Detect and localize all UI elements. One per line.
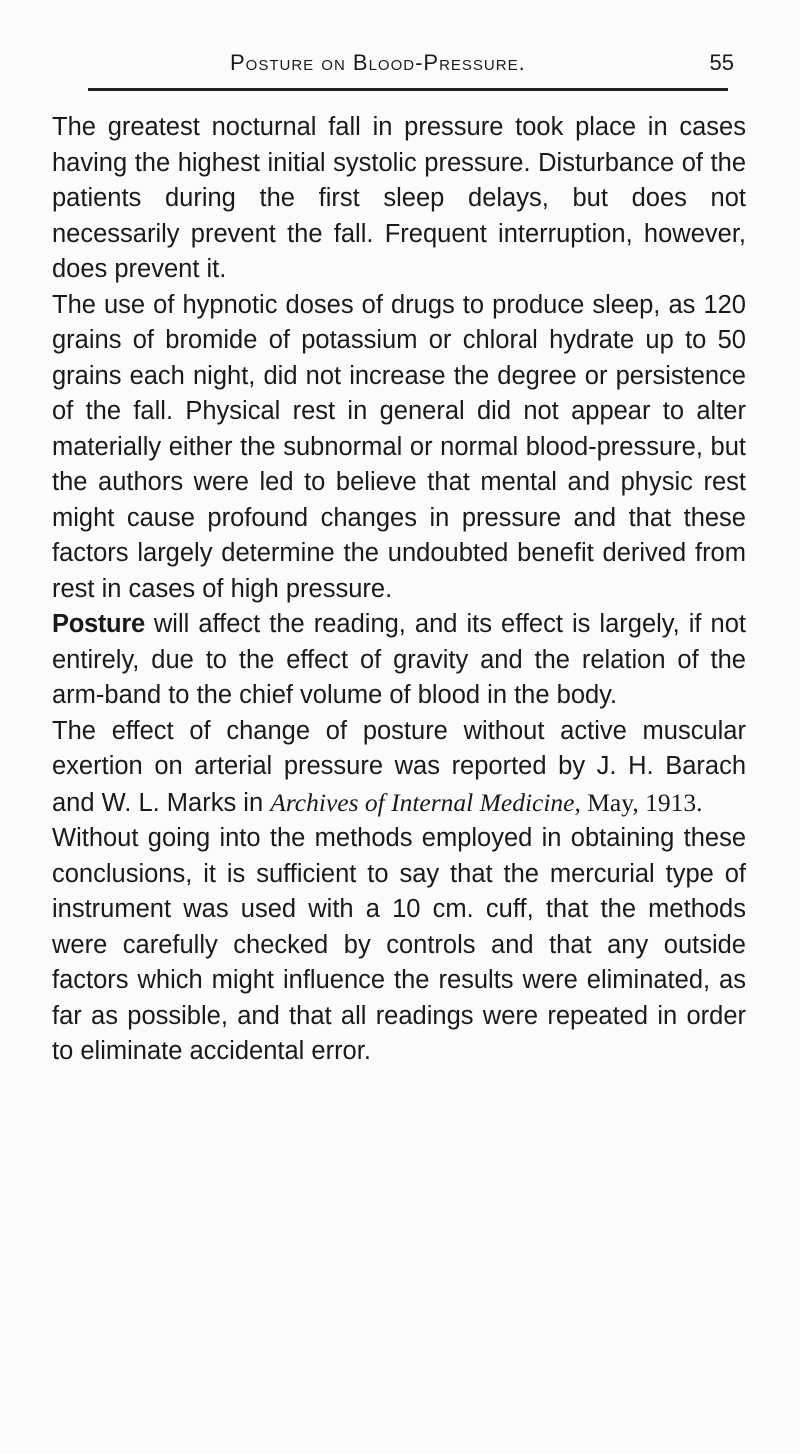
- paragraph-hypnotic-drugs: The use of hypnotic doses of drugs to produce sleep, as 120 grains of bromide of potassium or chloral hydrate up to 50 grains each night, did not increase the degree or persistence of the fall. Physical rest in general did not appear to alter materially either the subnormal or normal blood-pressure, but the authors were led to believe that mental and physic rest might cause profound changes in pressure and that these factors largely determine the undoubted benefit derived from rest in cases of high pressure.: [52, 290, 746, 603]
- paragraph-barach-marks: [52, 714, 746, 822]
- paragraph-methods: Without going into the methods employed in obtaining these conclusions, it is sufficient to say that the mercurial type of instrument was used with a 10 cm. cuff, that the methods were carefully checked by controls and that any outside factors which might influence the results were eliminated, as far as possible, and that all readings were repeated in order to eliminate accidental error.: [52, 824, 746, 1065]
- header-rule: [88, 88, 728, 91]
- publication-date: May, 1913.: [580, 787, 703, 817]
- body-text: [52, 110, 746, 1070]
- paper-speck: [794, 1370, 800, 1378]
- paragraph-posture: [52, 607, 746, 714]
- posture-run-in-heading: Posture: [52, 610, 145, 638]
- barach-text: The effect of change of posture without active muscular exertion on arterial pressure was reported by J. H. Barach and W. L. Marks in: [52, 716, 746, 817]
- book-page: [52, 0, 746, 1454]
- running-head: [52, 50, 746, 86]
- journal-title: Archives of Internal Medicine,: [270, 787, 581, 817]
- running-title: Posture on Blood-Pressure.: [230, 50, 526, 75]
- posture-text: will affect the reading, and its effect is largely, if not entirely, due to the effect of gravity and the relation of the arm-band to the chief volume of blood in the body.: [52, 610, 746, 709]
- paragraph-nocturnal-fall: The greatest nocturnal fall in pressure took place in cases having the highest initial systolic pressure. Disturbance of the patients during the first sleep delays, but does not necessarily prevent the fall. Frequent interruption, however, does prevent it.: [52, 113, 746, 283]
- page-number: 55: [709, 50, 734, 75]
